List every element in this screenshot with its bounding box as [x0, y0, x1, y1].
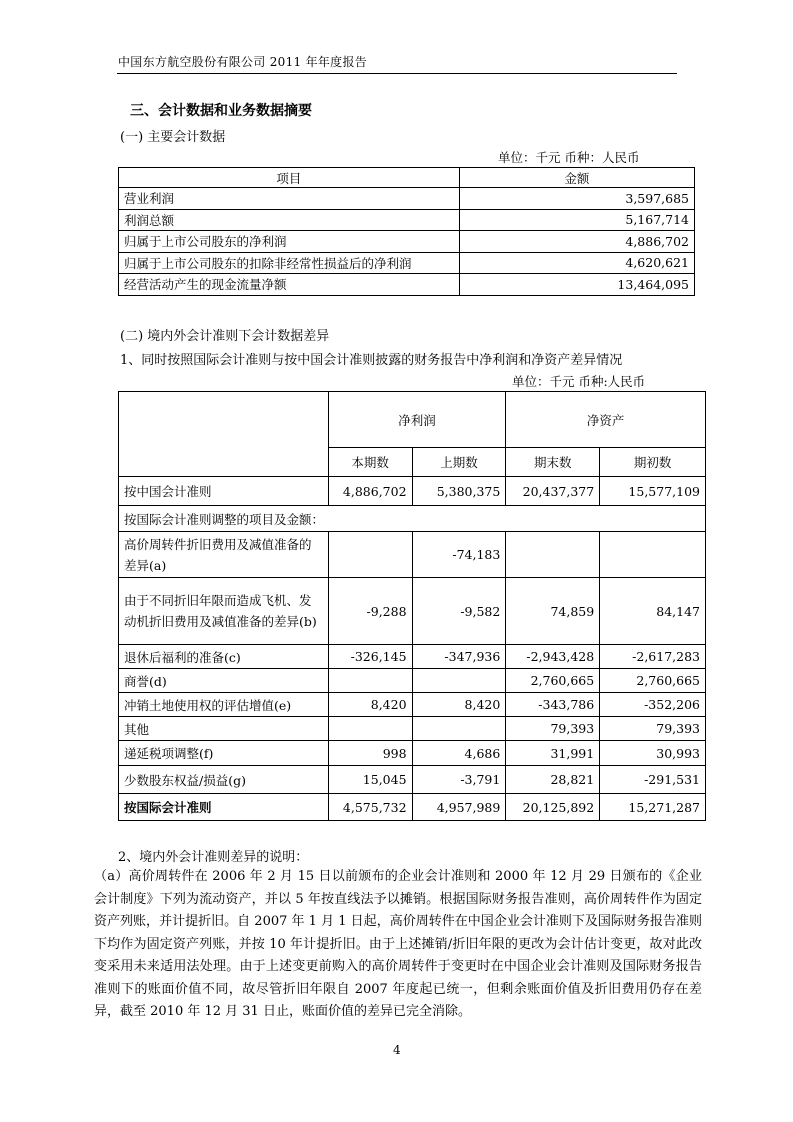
header-current-period: 本期数 [328, 448, 412, 477]
section-title: 三、会计数据和业务数据摘要 [130, 103, 312, 119]
header-prior-period: 上期数 [412, 448, 506, 477]
header-net-assets: 净资产 [506, 392, 706, 448]
row-label: 少数股东权益/损益(g) [119, 766, 329, 794]
row-label: 营业利润 [119, 188, 460, 210]
page-number: 4 [393, 1043, 401, 1057]
row-label: 递延税项调整(f) [119, 741, 329, 766]
cell-value: 74,859 [506, 578, 600, 645]
row-label: 其他 [119, 717, 329, 741]
row-label: 经营活动产生的现金流量净额 [119, 274, 460, 296]
row-label: 高价周转件折旧费用及减值准备的差异(a) [119, 532, 329, 578]
cell-value: 20,437,377 [506, 477, 600, 506]
row-value: 13,464,095 [459, 274, 694, 296]
cell-value: 20,125,892 [506, 794, 600, 821]
table2-corner-cell [119, 392, 329, 477]
row-value: 3,597,685 [459, 188, 694, 210]
cell-value: 4,686 [412, 741, 506, 766]
cell-value [412, 717, 506, 741]
cell-value: 31,991 [506, 741, 600, 766]
table-row [119, 274, 695, 296]
cell-value [600, 532, 706, 578]
table1-header-row [119, 168, 695, 188]
cell-value: 2,760,665 [600, 669, 706, 693]
cell-value: -326,145 [328, 645, 412, 669]
cell-value: 15,577,109 [600, 477, 706, 506]
cell-value: 998 [328, 741, 412, 766]
row-value: 4,886,702 [459, 231, 694, 253]
header-period-end: 期末数 [506, 448, 600, 477]
table1-header-amount: 金额 [459, 168, 694, 188]
cell-value: 84,147 [600, 578, 706, 645]
table2-unit-note: 单位：千元 币种:人民币 [512, 374, 646, 389]
report-header-title: 中国东方航空股份有限公司 2011 年年度报告 [118, 55, 368, 69]
row-value: 5,167,714 [459, 209, 694, 231]
cell-value: 8,420 [328, 693, 412, 717]
table-row [119, 766, 706, 794]
cell-value: -2,943,428 [506, 645, 600, 669]
table2-group-header-row [119, 392, 706, 448]
cell-value: -352,206 [600, 693, 706, 717]
table-row [119, 717, 706, 741]
header-net-profit: 净利润 [328, 392, 506, 448]
table-row [119, 506, 706, 532]
cell-value: 4,886,702 [328, 477, 412, 506]
subsection-title-main-accounting-data: (一) 主要会计数据 [120, 130, 226, 145]
header-period-start: 期初数 [600, 448, 706, 477]
row-label: 由于不同折旧年限而造成飞机、发动机折旧费用及减值准备的差异(b) [119, 578, 329, 645]
main-accounting-data-table [118, 167, 695, 296]
cell-value [328, 717, 412, 741]
header-divider [117, 73, 677, 74]
explanation-paragraph: （a）高价周转件在 2006 年 2 月 15 日以前颁布的企业会计准则和 2000 年 12 月 29 日颁布的《企业会计制度》下列为流动资产，并以 5 年按直线法予以摊销。根据国际财务报告准则，高价周转件作为固定资产列账，并计提折旧。自 2007 年 1 月 1 日起，高价周转件在中国企业会计准则下及国际财务报告准则下均作为固定资产列账，并按 10 年计提折旧。由于上述摊销/折旧年限的更改为会计估计变更，故对此改变采用未来适用法处理。由于上述变更前购入的高价周转件于变更时在中国企业会计准则及国际财务报告准则下的账面价值不同，故尽管折旧年限自 2007 年度起已统一，但剩余账面价值及折旧费用仍存在差异，截至 2010 年 12 月 31 日止，账面价值的差异已完全消除。 [94, 869, 702, 1019]
cell-value [412, 669, 506, 693]
cell-value: 4,957,989 [412, 794, 506, 821]
cell-value: 5,380,375 [412, 477, 506, 506]
cell-value: -3,791 [412, 766, 506, 794]
item2-heading: 2、境内外会计准则差异的说明： [118, 850, 309, 865]
gaap-reconciliation-table [118, 391, 706, 821]
cell-value: 79,393 [506, 717, 600, 741]
subsection-title-gaap-differences: (二) 境内外会计准则下会计数据差异 [120, 329, 330, 344]
cell-value: 79,393 [600, 717, 706, 741]
row-label: 利润总额 [119, 209, 460, 231]
row-label: 退休后福利的准备(c) [119, 645, 329, 669]
table-row [119, 477, 706, 506]
cell-value: -9,288 [328, 578, 412, 645]
table1-header-item: 项目 [119, 168, 460, 188]
row-label: 归属于上市公司股东的净利润 [119, 231, 460, 253]
table-row [119, 578, 706, 645]
table-row [119, 209, 695, 231]
table-row [119, 693, 706, 717]
cell-value [506, 532, 600, 578]
cell-value: -74,183 [412, 532, 506, 578]
cell-value: 15,271,287 [600, 794, 706, 821]
item1-heading: 1、同时按照国际会计准则与按中国会计准则披露的财务报告中净利润和净资产差异情况 [120, 353, 623, 368]
row-label: 商誉(d) [119, 669, 329, 693]
row-label: 按国际会计准则 [119, 794, 329, 821]
cell-value: -343,786 [506, 693, 600, 717]
row-label: 冲销土地使用权的评估增值(e) [119, 693, 329, 717]
cell-value: -291,531 [600, 766, 706, 794]
table-row [119, 532, 706, 578]
table-row [119, 645, 706, 669]
cell-value [328, 532, 412, 578]
row-label: 按中国会计准则 [119, 477, 329, 506]
table-row [119, 231, 695, 253]
cell-value: 30,993 [600, 741, 706, 766]
row-label: 归属于上市公司股东的扣除非经常性损益后的净利润 [119, 252, 460, 274]
cell-value: -9,582 [412, 578, 506, 645]
table-row [119, 794, 706, 821]
cell-value: 4,575,732 [328, 794, 412, 821]
row-value: 4,620,621 [459, 252, 694, 274]
cell-value: -2,617,283 [600, 645, 706, 669]
cell-value: -347,936 [412, 645, 506, 669]
table1-unit-note: 单位：千元 币种：人民币 [498, 150, 640, 165]
adjustments-label: 按国际会计准则调整的项目及金额： [119, 506, 706, 532]
cell-value: 15,045 [328, 766, 412, 794]
table-row [119, 188, 695, 210]
table-row [119, 669, 706, 693]
table-row [119, 252, 695, 274]
cell-value [328, 669, 412, 693]
cell-value: 2,760,665 [506, 669, 600, 693]
cell-value: 28,821 [506, 766, 600, 794]
table-row [119, 741, 706, 766]
cell-value: 8,420 [412, 693, 506, 717]
